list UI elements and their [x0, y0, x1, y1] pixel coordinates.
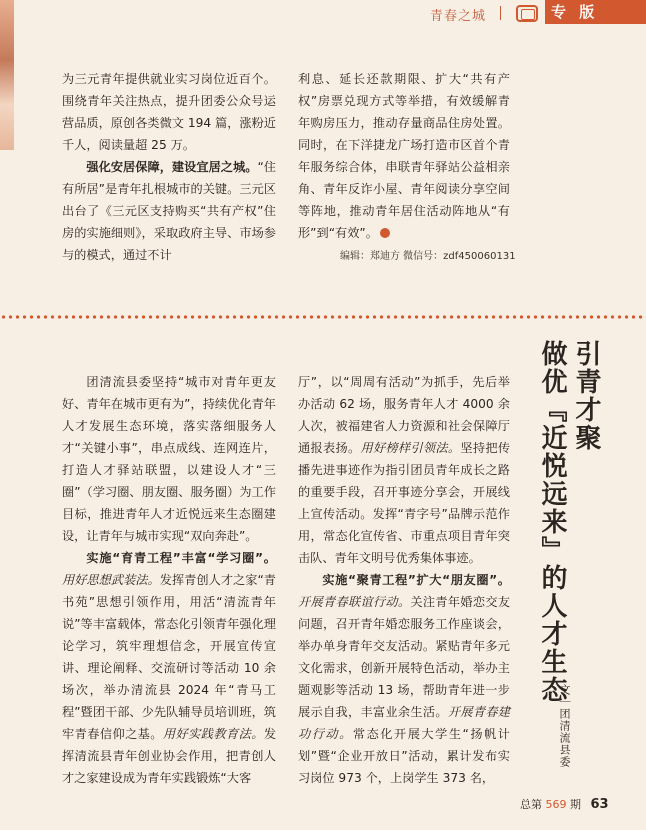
article-col2-p2	[298, 569, 510, 789]
top-col1-p2-text: “住有所居”是青年扎根城市的关键。三元区出台了《三元区支持购买“共有产权”住房的实施细则》，采取政府主导、市场参与的模式，通过不计	[62, 160, 276, 262]
article-author: 文｜团清流县委	[558, 684, 571, 768]
issue-suffix: 期	[570, 798, 581, 811]
header-separator	[500, 6, 501, 20]
article-col1-p2-text2: 发挥清流县青年创业协会作用，把青创人才之家建设成为青年实践锻炼“大客	[62, 727, 276, 785]
article-column-1	[62, 371, 276, 789]
page-footer	[520, 796, 609, 812]
top-col1-p2	[62, 156, 276, 266]
article-title-line1: 引青才聚	[571, 340, 601, 452]
article-title-line2: 做优『近悦远来』的人才生态	[537, 340, 567, 704]
article-col1-p1: 团清流县委坚持“城市对青年更友好、青年在城市更有为”，持续优化青年人才发展生态环境，落实落细服务人才“关键小事”，串点成线、连网连片，打造人才驿站联盟，以建设人才“三圈”（学习圈、朋友圈、服务圈）为工作目标，推进青年人才近悦远来生态圈建设，让青年与城市实现“双向奔赴”。	[62, 375, 276, 543]
top-column-2	[298, 68, 510, 244]
article-col1-p2-subheading: 用好思想武装法。	[62, 573, 160, 587]
special-edition-tag: 专 版	[545, 0, 646, 24]
article-col2-p1-text2: 坚持把传播先进事迹作为指引团员青年成长之路的重要手段，召开事迹分享会，开展线上宣传活动。发挥“青字号”品牌示范作用，常态化宣传省、市重点项目青年突击队、青年文明号优秀集体事迹。	[298, 441, 511, 565]
article-column-2	[298, 371, 510, 789]
article-col2-p1-text: 厅”，以“周周有活动”为抓手，先后举办活动 62 场，服务青年人才 4000 余人次，被福建省人力资源和社会保障厅通报表扬。	[298, 375, 510, 455]
article-col1-p2	[62, 547, 276, 789]
article-col1-p2-text: 发挥青创人才之家“青书苑”思想引领作用，用活“清流青年说”等丰富载体，常态化引领青年强化理论学习，筑牢理想信念，开展宣传宣讲、理论阐释、交流研讨等活动 10 余场次，举办清流县 2024 年“青马工程”暨团干部、少先队辅导员培训班，筑牢青春信仰之基。	[62, 573, 276, 741]
article-col2-p2-text: 关注青年婚恋交友问题，召开青年婚恋服务工作座谈会，举办单身青年交友活动。紧贴青年多元文化需求，创新开展特色活动，举办主题观影等活动 13 场，帮助青年进一步展示自我，丰富业余生活。	[298, 595, 511, 719]
top-column-1	[62, 68, 276, 266]
article-col1-p2-subheading2: 用好实践教育法。	[162, 727, 264, 741]
article-end-icon	[380, 228, 390, 238]
article-col2-p2-subheading: 开展青春联谊行动。	[298, 595, 411, 609]
editor-credit: 编辑：郑迪方 微信号：zdf450060131	[340, 251, 516, 262]
dotted-divider	[0, 314, 646, 320]
article-col2-p2-heading: 实施“聚青工程”扩大“朋友圈”。	[322, 573, 510, 587]
tv-icon	[516, 5, 538, 22]
article-col2-p1-subheading: 用好榜样引领法。	[360, 441, 461, 455]
top-col1-p1: 为三元青年提供就业实习岗位近百个。围绕青年关注热点，提升团委公众号运营品质，原创各类微文 194 篇，涨粉近千人，阅读量超 25 万。	[62, 72, 276, 152]
article-col2-p1	[298, 371, 510, 569]
issue-prefix: 总第	[520, 798, 542, 811]
section-name: 青春之城	[430, 9, 487, 24]
article-col1-p2-heading: 实施“育青工程”丰富“学习圈”。	[86, 551, 276, 565]
issue-number: 569	[545, 798, 567, 811]
article-col2-p2-subheading2: 开展青春建功行动。	[298, 705, 510, 741]
page-number: 63	[590, 797, 609, 812]
page-header	[0, 0, 646, 28]
top-col2-p1	[298, 68, 510, 244]
top-col2-p1-text: 利息、延长还款期限、扩大“共有产权”房票兑现方式等举措，有效缓解青年购房压力，推动存量商品住房处置。同时，在下洋捷龙广场打造市区首个青年服务综合体，串联青年驿站公益相亲角、青年反诈小屋、青年阅读分享空间等阵地，推动青年居住活动阵地从“有形”到“有效”。	[298, 72, 510, 240]
article-col2-p2-text2: 常态化开展大学生“扬帆计划”暨“企业开放日”活动，累计发布实习岗位 973 个，上岗学生 373 名，	[298, 727, 510, 785]
top-col1-p2-heading: 强化安居保障，建设宜居之城。	[86, 160, 258, 174]
